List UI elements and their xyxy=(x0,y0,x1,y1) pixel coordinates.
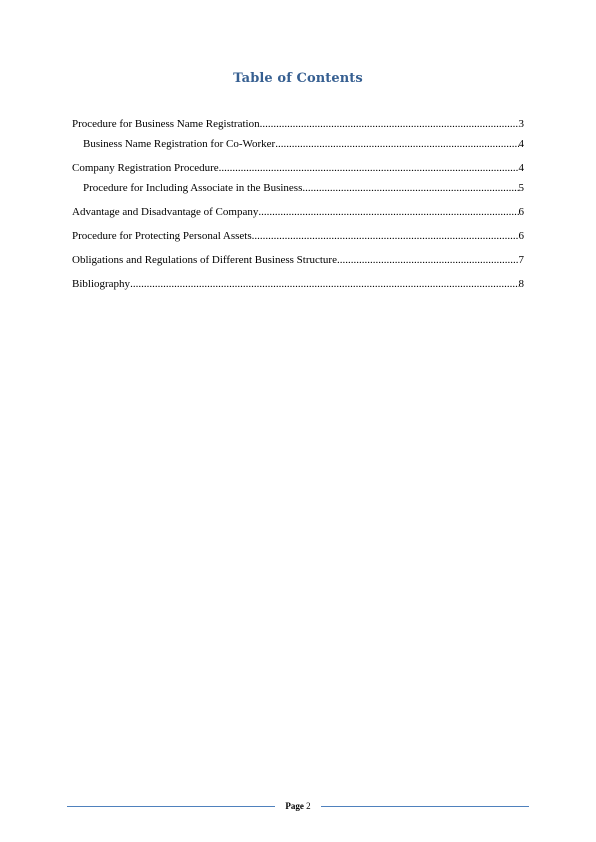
toc-entry-text: Advantage and Disadvantage of Company xyxy=(72,206,259,218)
toc-dot-leader xyxy=(258,205,518,219)
toc-dot-leader xyxy=(130,277,518,291)
toc-entry-text: Procedure for Including Associate in the Business xyxy=(83,182,303,194)
toc-list xyxy=(72,117,524,291)
toc-entry-page: 4 xyxy=(518,138,524,150)
toc-entry-text: Business Name Registration for Co-Worker xyxy=(83,138,276,150)
toc-dot-leader xyxy=(252,229,519,243)
toc-dot-leader xyxy=(302,181,518,195)
toc-entry-text: Obligations and Regulations of Different Business Structure xyxy=(72,254,337,266)
footer-page-number: 2 xyxy=(306,801,311,811)
footer-page-label xyxy=(275,800,320,812)
toc-entry-page: 7 xyxy=(518,254,524,266)
toc-entry-page: 3 xyxy=(518,118,524,130)
page-footer xyxy=(67,799,529,813)
toc-entry-page: 5 xyxy=(518,182,524,194)
toc-dot-leader xyxy=(275,137,518,151)
toc-entry-page: 6 xyxy=(518,230,524,242)
toc-entry-text: Bibliography xyxy=(72,278,131,290)
toc-entry[interactable] xyxy=(72,117,524,131)
footer-rule-left xyxy=(67,806,275,807)
toc-entry[interactable] xyxy=(72,181,524,195)
footer-rule-right xyxy=(321,806,529,807)
toc-dot-leader xyxy=(219,161,519,175)
toc-entry-text: Procedure for Protecting Personal Assets xyxy=(72,230,252,242)
toc-entry[interactable] xyxy=(72,161,524,175)
toc-entry[interactable] xyxy=(72,137,524,151)
toc-entry[interactable] xyxy=(72,205,524,219)
toc-entry-page: 6 xyxy=(518,206,524,218)
toc-entry-page: 4 xyxy=(518,162,524,174)
footer-page-word: Page xyxy=(285,801,304,811)
toc-dot-leader xyxy=(337,253,519,267)
toc-entry-text: Procedure for Business Name Registration xyxy=(72,118,260,130)
toc-entry[interactable] xyxy=(72,229,524,243)
toc-entry[interactable] xyxy=(72,277,524,291)
toc-title: Table of Contents xyxy=(233,71,363,86)
toc-entry-page: 8 xyxy=(518,278,524,290)
toc-entry-text: Company Registration Procedure xyxy=(72,162,219,174)
toc-dot-leader xyxy=(260,117,519,131)
toc-entry[interactable] xyxy=(72,253,524,267)
